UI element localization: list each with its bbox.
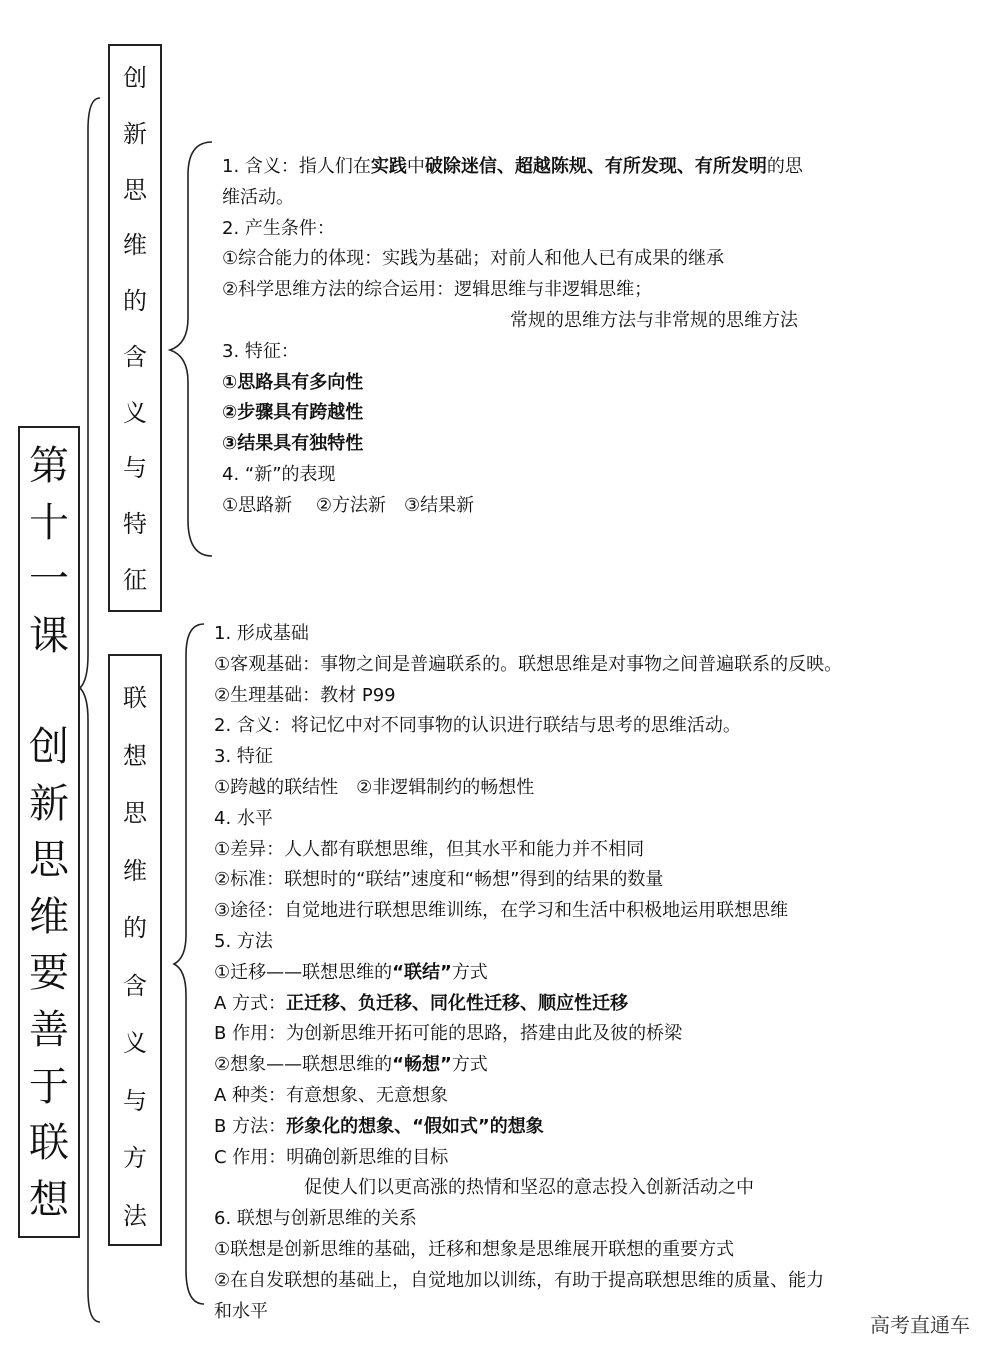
content-line: [214, 1266, 842, 1297]
bold-text: 破除迷信、超越陈规、有所发现、有所发明: [424, 156, 767, 177]
content-line: [222, 460, 803, 491]
content-line: [214, 1081, 842, 1112]
text: ①综合能力的体现：实践为基础；对前人和他人已有成果的继承: [222, 248, 725, 270]
text: ②科学思维方法的综合运用：逻辑思维与非逻辑思维；: [222, 279, 653, 301]
section-title-char: 方: [123, 1144, 147, 1173]
bold-text: ②步骤具有跨越性: [222, 402, 364, 424]
section-title-char: 含: [123, 971, 147, 1000]
text: 5. 方法: [214, 930, 273, 952]
section2-brace: [174, 624, 204, 1304]
content-line: [214, 1235, 842, 1266]
lesson-title-char: 维: [29, 893, 69, 940]
content-line: [214, 742, 842, 773]
text: ②标准：联想时的“联结”速度和“畅想”得到的结果的数量: [214, 869, 664, 891]
content-line: [214, 650, 842, 681]
section-title-char: 的: [123, 287, 147, 316]
text: A 方式：: [214, 992, 287, 1014]
text: B 作用：为创新思维开拓可能的思路，搭建由此及彼的桥梁: [214, 1023, 683, 1045]
section-title-char: 新: [123, 119, 147, 148]
text: 4. 水平: [214, 807, 273, 829]
bold-text: 形象化的想象、“假如式”的想象: [286, 1115, 544, 1137]
section-title-char: 思: [123, 799, 147, 828]
content-line: [222, 429, 803, 460]
section-title-char: 特: [123, 510, 147, 539]
lesson-title-char: 新: [29, 780, 69, 827]
content-line: [222, 275, 803, 306]
text: ①思路新 ②方法新 ③结果新: [222, 494, 475, 516]
content-line: [214, 1204, 842, 1235]
section-title-char: 想: [123, 741, 147, 770]
text: ②想象——联想思维的: [214, 1054, 393, 1076]
content-line: [214, 773, 842, 804]
content-line: [214, 896, 842, 927]
text: 3. 特征: [214, 746, 273, 768]
section-title-char: 与: [123, 1086, 147, 1115]
section1-content: [222, 152, 803, 522]
content-line: [214, 711, 842, 742]
text: A 种类：有意想象、无意想象: [214, 1084, 449, 1106]
text: 6. 联想与创新思维的关系: [214, 1208, 417, 1230]
content-line: [222, 306, 803, 337]
watermark: 高考直通车: [870, 1313, 970, 1337]
text: 方式: [451, 961, 488, 983]
lesson-title-char: 于: [29, 1063, 69, 1110]
section-title-char: 法: [123, 1201, 147, 1230]
section-title-char: 的: [123, 914, 147, 943]
content-line: [222, 183, 803, 214]
text: 和水平: [214, 1300, 268, 1322]
content-line: [214, 865, 842, 896]
content-line: [222, 244, 803, 275]
bold-text: “联结”: [392, 961, 452, 983]
lesson-title-char: 思: [29, 837, 69, 884]
section-title-char: 征: [123, 565, 147, 594]
lesson-title-char: 善: [29, 1007, 69, 1054]
text: ①迁移——联想思维的: [214, 961, 393, 983]
lesson-title-char: 创: [29, 724, 69, 771]
content-line: [222, 152, 803, 183]
text: 3. 特征：: [222, 340, 299, 362]
section-title-char: 义: [123, 398, 147, 427]
content-line: [214, 619, 842, 650]
text: 4. “新”的表现: [222, 463, 336, 485]
section-title-char: 维: [123, 856, 147, 885]
lesson-title-char: 联: [29, 1120, 69, 1167]
lesson-title-char: 一: [29, 556, 69, 603]
content-line: [222, 337, 803, 368]
content-line: [214, 1297, 842, 1328]
section-title-char: 与: [123, 454, 147, 483]
section2-title-box: [108, 654, 162, 1246]
text: ①跨越的联结性 ②非逻辑制约的畅想性: [214, 776, 535, 798]
text: 2. 含义：将记忆中对不同事物的认识进行联结与思考的思维活动。: [214, 715, 741, 737]
section2-content: [214, 619, 842, 1327]
lesson-title-char: 十: [29, 499, 69, 546]
content-line: [214, 989, 842, 1020]
text: ③途径：自觉地进行联想思维训练，在学习和生活中积极地运用联想思维: [214, 900, 789, 922]
section1-brace: [170, 142, 212, 556]
bold-text: 实践: [370, 156, 407, 177]
text: 1. 形成基础: [214, 623, 309, 644]
text: ①差异：人人都有联想思维，但其水平和能力并不相同: [214, 838, 645, 860]
text: 的思: [766, 156, 803, 177]
content-line: [222, 491, 803, 522]
main-brace: [80, 98, 100, 1322]
text: 1. 含义：指人们在: [222, 156, 371, 177]
text: 2. 产生条件：: [222, 217, 335, 239]
text: 促使人们以更高涨的热情和坚忍的意志投入创新活动之中: [304, 1177, 754, 1199]
content-line: [214, 804, 842, 835]
content-line: [214, 1050, 842, 1081]
lesson-title-char: 第: [29, 443, 69, 489]
content-line: [214, 958, 842, 989]
bold-text: “畅想”: [392, 1054, 452, 1076]
section-title-char: 义: [123, 1029, 147, 1058]
text: 常规的思维方法与非常规的思维方法: [510, 309, 798, 331]
lesson-title-char: 课: [29, 612, 69, 659]
content-line: [214, 927, 842, 958]
content-line: [214, 1112, 842, 1143]
content-line: [222, 368, 803, 399]
content-line: [222, 214, 803, 245]
lesson-title-char: 想: [29, 1176, 69, 1223]
text: ②生理基础：教材 P99: [214, 684, 396, 706]
section-title-char: 维: [123, 231, 147, 260]
content-line: [214, 681, 842, 712]
section-title-char: 思: [123, 175, 147, 204]
text: 维活动。: [222, 186, 294, 208]
text: ②在自发联想的基础上，自觉地加以训练，有助于提高联想思维的质量、能力: [214, 1269, 825, 1291]
bold-text: ③结果具有独特性: [222, 433, 364, 455]
bold-text: ①思路具有多向性: [222, 371, 364, 393]
content-line: [214, 1143, 842, 1174]
text: B 方法：: [214, 1115, 287, 1137]
text: 中: [406, 156, 425, 177]
text: ①联想是创新思维的基础，迁移和想象是思维展开联想的重要方式: [214, 1238, 735, 1260]
content-line: [214, 1173, 842, 1204]
section1-title-box: [108, 44, 162, 612]
content-line: [214, 1019, 842, 1050]
section-title-char: 联: [123, 684, 147, 712]
content-line: [214, 835, 842, 866]
content-line: [222, 398, 803, 429]
lesson-title-char: 要: [29, 950, 69, 997]
section-title-char: 含: [123, 342, 147, 371]
bold-text: 正迁移、负迁移、同化性迁移、顺应性迁移: [286, 992, 629, 1014]
text: 方式: [451, 1054, 488, 1076]
text: ①客观基础：事物之间是普遍联系的。联想思维是对事物之间普遍联系的反映。: [214, 653, 843, 675]
section-title-char: 创: [123, 64, 147, 92]
text: C 作用：明确创新思维的目标: [214, 1146, 449, 1168]
